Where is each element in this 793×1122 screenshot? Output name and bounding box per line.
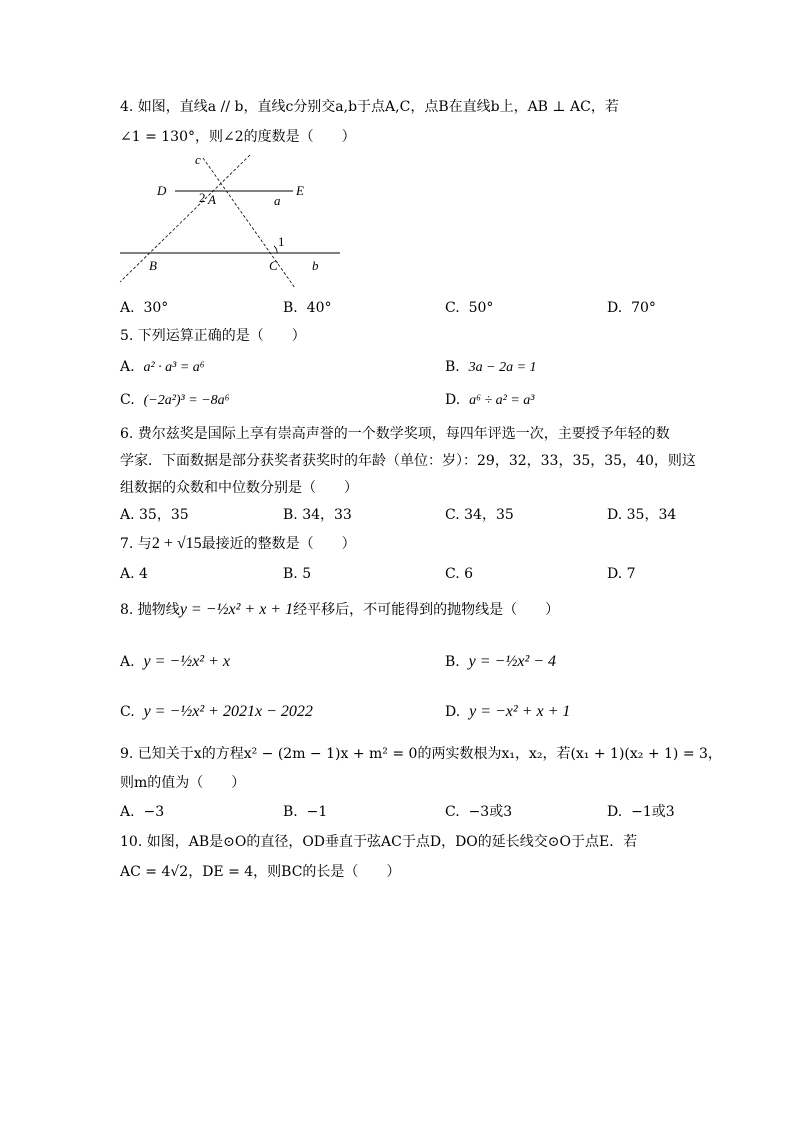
label-E: E xyxy=(296,183,304,198)
angle-1-arc xyxy=(274,246,277,253)
q5-option-a[interactable]: A. a² · a³ = a⁶ xyxy=(120,359,205,375)
q5-option-d[interactable]: D. a⁶ ÷ a² = a³ xyxy=(445,392,535,408)
q4-figure xyxy=(115,150,355,290)
q6-option-a[interactable]: A. 35，35 xyxy=(120,507,189,523)
q7-option-d[interactable]: D. 7 xyxy=(607,566,636,582)
q9-stem-line2: 则m的值为（ ） xyxy=(120,775,246,791)
label-A: A xyxy=(208,192,216,207)
label-2: 2 xyxy=(199,190,206,205)
q9-option-b[interactable]: B. −1 xyxy=(283,804,328,820)
line-c xyxy=(203,158,295,288)
q6-stem-line2: 学家．下面数据是部分获奖者获奖时的年龄（单位：岁）：29，32，33，35，35，40，则这 xyxy=(120,453,696,469)
q4-option-a[interactable]: A. 30° xyxy=(120,300,169,316)
q4-option-b[interactable]: B. 40° xyxy=(283,300,332,316)
q10-stem-line1: 10. 如图，AB是⊙O的直径，OD垂直于弦AC于点D，DO的延长线交⊙O于点E．若 xyxy=(120,834,638,850)
q8-option-a[interactable]: A. y = −½x² + x xyxy=(120,653,230,670)
q6-option-d[interactable]: D. 35，34 xyxy=(607,507,677,523)
q5-stem: 5. 下列运算正确的是（ ） xyxy=(120,328,306,344)
q6-option-b[interactable]: B. 34，33 xyxy=(283,507,352,523)
label-c: c xyxy=(195,152,201,167)
q8-stem: 8. 抛物线y = −½x² + x + 1经平移后，不可能得到的抛物线是（ ） xyxy=(120,601,560,618)
q6-stem-line1: 6. 费尔兹奖是国际上享有崇高声誉的一个数学奖项，每四年评选一次，主要授予年轻的数 xyxy=(120,426,670,442)
q9-stem-line1: 9. 已知关于x的方程x² − (2m − 1)x + m² = 0的两实数根为x₁，x₂，若(x₁ + 1)(x₂ + 1) = 3， xyxy=(120,746,722,762)
label-a: a xyxy=(274,193,281,208)
q8-option-b[interactable]: B. y = −½x² − 4 xyxy=(445,653,557,670)
q6-option-c[interactable]: C. 34，35 xyxy=(445,507,514,523)
q7-stem: 7. 与2 + √15最接近的整数是（ ） xyxy=(120,535,356,552)
q7-option-b[interactable]: B. 5 xyxy=(283,566,312,582)
line-ab xyxy=(120,155,250,282)
q4-option-c[interactable]: C. 50° xyxy=(445,300,494,316)
label-1: 1 xyxy=(278,234,285,249)
q6-stem-line3: 组数据的众数和中位数分别是（ ） xyxy=(120,480,358,496)
q4-stem-line2: ∠1 = 130°，则∠2的度数是（ ） xyxy=(120,129,356,145)
label-b: b xyxy=(312,258,319,273)
q10-stem-line2: AC = 4√2，DE = 4，则BC的长是（ ） xyxy=(120,864,401,880)
q7-option-c[interactable]: C. 6 xyxy=(445,566,474,582)
q9-option-c[interactable]: C. −3或3 xyxy=(445,804,513,820)
label-B: B xyxy=(149,258,157,273)
q4-option-d[interactable]: D. 70° xyxy=(607,300,656,316)
q9-option-a[interactable]: A. −3 xyxy=(120,804,165,820)
q9-option-d[interactable]: D. −1或3 xyxy=(607,804,675,820)
q8-option-d[interactable]: D. y = −x² + x + 1 xyxy=(445,703,571,720)
q5-option-b[interactable]: B. 3a − 2a = 1 xyxy=(445,359,537,375)
q5-option-c[interactable]: C. (−2a²)³ = −8a⁶ xyxy=(120,392,230,408)
label-C: C xyxy=(269,258,278,273)
q4-stem-line1: 4. 如图，直线a // b，直线c分别交a,b于点A,C，点B在直线b上，AB ⊥ AC，若 xyxy=(120,99,619,115)
label-D: D xyxy=(157,183,167,198)
q7-option-a[interactable]: A. 4 xyxy=(120,566,148,582)
q8-option-c[interactable]: C. y = −½x² + 2021x − 2022 xyxy=(120,703,313,720)
